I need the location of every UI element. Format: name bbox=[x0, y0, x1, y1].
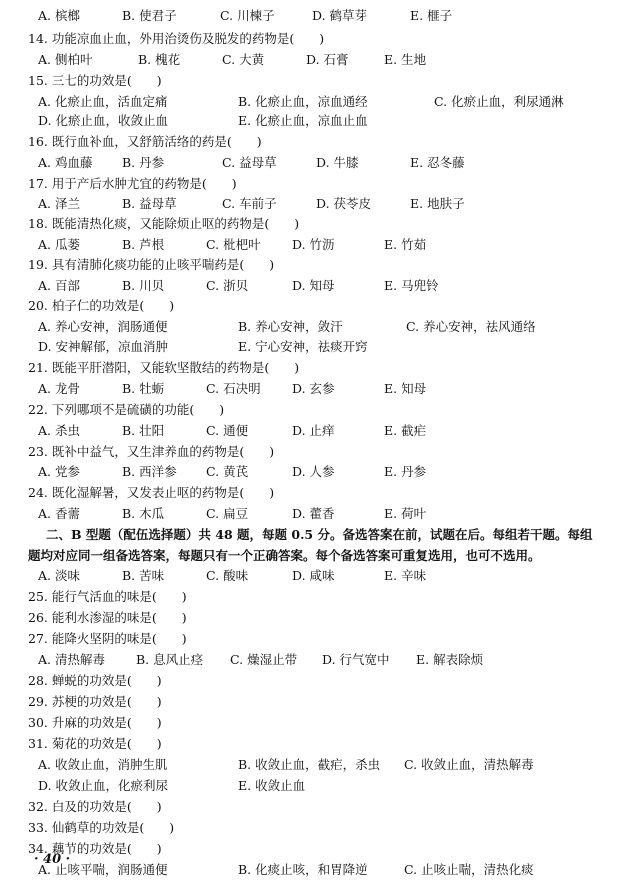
answer-option: B. 壮阳 bbox=[122, 423, 165, 438]
answer-option: B. 化痰止咳，和胃降逆 bbox=[238, 862, 368, 877]
answer-option: D. 鹤草芽 bbox=[312, 8, 368, 23]
question-stem: 19. 具有清肺化痰功能的止咳平喘药是( ) bbox=[28, 257, 275, 272]
answer-option: C. 浙贝 bbox=[206, 278, 249, 293]
answer-option: A. 党参 bbox=[38, 464, 80, 479]
section-instruction: 二、B 型题（配伍选择题）共 48 题，每题 0.5 分。备选答案在前，试题在后。每组若干题。每组 bbox=[46, 527, 593, 542]
question-stem: 18. 既能清热化痰，又能除烦止呕的药物是( ) bbox=[28, 216, 300, 231]
answer-option: B. 芦根 bbox=[122, 237, 165, 252]
question-stem: 15. 三七的功效是( ) bbox=[28, 73, 162, 88]
answer-option: A. 杀虫 bbox=[38, 423, 80, 438]
answer-option: A. 百部 bbox=[38, 278, 80, 293]
answer-option: D. 安神解郁，凉血消肿 bbox=[38, 339, 169, 354]
answer-option: C. 川楝子 bbox=[220, 8, 275, 23]
answer-option: A. 鸡血藤 bbox=[38, 155, 93, 170]
answer-option: A. 香薷 bbox=[38, 506, 80, 521]
answer-option: B. 苦味 bbox=[122, 568, 165, 583]
answer-option: B. 川贝 bbox=[122, 278, 165, 293]
answer-option: B. 丹参 bbox=[122, 155, 165, 170]
question-stem: 31. 菊花的功效是( ) bbox=[28, 736, 162, 751]
question-stem: 33. 仙鹤草的功效是( ) bbox=[28, 820, 175, 835]
answer-option: A. 龙骨 bbox=[38, 381, 80, 396]
answer-option: D. 玄参 bbox=[292, 381, 335, 396]
question-stem: 25. 能行气活血的味是( ) bbox=[28, 589, 187, 604]
question-stem: 22. 下列哪项不是硫磺的功能( ) bbox=[28, 402, 225, 417]
answer-option: D. 收敛止血，化瘀利尿 bbox=[38, 778, 169, 793]
answer-option: A. 侧柏叶 bbox=[38, 52, 93, 67]
answer-option: B. 木瓜 bbox=[122, 506, 165, 521]
answer-option: B. 槐花 bbox=[138, 52, 181, 67]
question-stem: 26. 能利水渗湿的味是( ) bbox=[28, 610, 187, 625]
question-stem: 34. 藕节的功效是( ) bbox=[28, 841, 162, 856]
answer-option: A. 淡味 bbox=[38, 568, 80, 583]
question-stem: 14. 功能凉血止血，外用治烫伤及脱发的药物是( ) bbox=[28, 31, 325, 46]
answer-option: E. 地肤子 bbox=[410, 196, 465, 211]
answer-option: A. 清热解毒 bbox=[38, 652, 105, 667]
question-stem: 23. 既补中益气，又生津养血的药物是( ) bbox=[28, 444, 275, 459]
answer-option: D. 茯苓皮 bbox=[316, 196, 372, 211]
answer-option: C. 酸味 bbox=[206, 568, 249, 583]
question-stem: 32. 白及的功效是( ) bbox=[28, 799, 162, 814]
answer-option: D. 止痒 bbox=[292, 423, 335, 438]
question-stem: 28. 蝉蜕的功效是( ) bbox=[28, 673, 162, 688]
answer-option: D. 咸味 bbox=[292, 568, 335, 583]
question-stem: 29. 苏梗的功效是( ) bbox=[28, 694, 162, 709]
answer-option: E. 化瘀止血，凉血止血 bbox=[238, 113, 368, 128]
section-instruction: 题均对应同一组备选答案，每题只有一个正确答案。每个备选答案可重复选用，也可不选用。 bbox=[28, 548, 541, 563]
answer-option: D. 藿香 bbox=[292, 506, 335, 521]
answer-option: A. 化瘀止血，活血定痛 bbox=[38, 94, 168, 109]
answer-option: A. 瓜蒌 bbox=[38, 237, 80, 252]
question-stem: 21. 既能平肝潜阳，又能软坚散结的药物是( ) bbox=[28, 360, 300, 375]
answer-option: C. 石决明 bbox=[206, 381, 261, 396]
answer-option: E. 宁心安神，祛痰开窍 bbox=[238, 339, 368, 354]
page-number: · 40 · bbox=[34, 852, 71, 867]
answer-option: A. 泽兰 bbox=[38, 196, 80, 211]
answer-option: C. 收敛止血，清热解毒 bbox=[404, 757, 534, 772]
answer-option: C. 黄芪 bbox=[206, 464, 249, 479]
answer-option: E. 收敛止血 bbox=[238, 778, 306, 793]
answer-option: C. 养心安神，祛风通络 bbox=[406, 319, 536, 334]
answer-option: E. 忍冬藤 bbox=[410, 155, 465, 170]
answer-option: C. 燥湿止带 bbox=[230, 652, 298, 667]
answer-option: A. 养心安神，润肠通便 bbox=[38, 319, 168, 334]
answer-option: B. 益母草 bbox=[122, 196, 177, 211]
answer-option: E. 竹茹 bbox=[384, 237, 427, 252]
answer-option: C. 化瘀止血，利尿通淋 bbox=[434, 94, 564, 109]
answer-option: E. 知母 bbox=[384, 381, 427, 396]
answer-option: E. 荷叶 bbox=[384, 506, 427, 521]
answer-option: C. 枇杷叶 bbox=[206, 237, 261, 252]
answer-option: A. 槟榔 bbox=[38, 8, 80, 23]
answer-option: D. 石膏 bbox=[306, 52, 349, 67]
answer-option: B. 牡蛎 bbox=[122, 381, 165, 396]
answer-option: A. 收敛止血，消肿生肌 bbox=[38, 757, 168, 772]
answer-option: E. 生地 bbox=[384, 52, 427, 67]
question-stem: 27. 能降火坚阴的味是( ) bbox=[28, 631, 187, 646]
answer-option: D. 竹沥 bbox=[292, 237, 335, 252]
answer-option: C. 止咳止喘，清热化痰 bbox=[404, 862, 534, 877]
answer-option: C. 车前子 bbox=[222, 196, 277, 211]
question-stem: 17. 用于产后水肿尤宜的药物是( ) bbox=[28, 176, 237, 191]
answer-option: B. 息风止痉 bbox=[136, 652, 204, 667]
answer-option: C. 扁豆 bbox=[206, 506, 249, 521]
answer-option: E. 榧子 bbox=[410, 8, 453, 23]
answer-option: B. 使君子 bbox=[122, 8, 177, 23]
question-stem: 16. 既行血补血，又舒筋活络的药是( ) bbox=[28, 134, 262, 149]
answer-option: D. 知母 bbox=[292, 278, 335, 293]
answer-option: B. 收敛止血，截疟，杀虫 bbox=[238, 757, 381, 772]
answer-option: C. 大黄 bbox=[222, 52, 265, 67]
answer-option: C. 通便 bbox=[206, 423, 249, 438]
answer-option: C. 益母草 bbox=[222, 155, 277, 170]
question-stem: 30. 升麻的功效是( ) bbox=[28, 715, 162, 730]
answer-option: E. 丹参 bbox=[384, 464, 427, 479]
answer-option: E. 马兜铃 bbox=[384, 278, 439, 293]
answer-option: B. 化瘀止血，凉血通经 bbox=[238, 94, 368, 109]
answer-option: E. 截疟 bbox=[384, 423, 427, 438]
answer-option: D. 人参 bbox=[292, 464, 335, 479]
answer-option: B. 养心安神，敛汗 bbox=[238, 319, 343, 334]
answer-option: D. 牛膝 bbox=[316, 155, 359, 170]
answer-option: B. 西洋参 bbox=[122, 464, 177, 479]
answer-option: E. 辛味 bbox=[384, 568, 427, 583]
answer-option: E. 解表除烦 bbox=[416, 652, 484, 667]
answer-option: D. 化瘀止血，收敛止血 bbox=[38, 113, 169, 128]
question-stem: 24. 既化湿解暑，又发表止呕的药物是( ) bbox=[28, 485, 275, 500]
answer-option: A. 止咳平喘，润肠通便 bbox=[38, 862, 168, 877]
answer-option: D. 行气宽中 bbox=[322, 652, 390, 667]
question-stem: 20. 柏子仁的功效是( ) bbox=[28, 298, 175, 313]
